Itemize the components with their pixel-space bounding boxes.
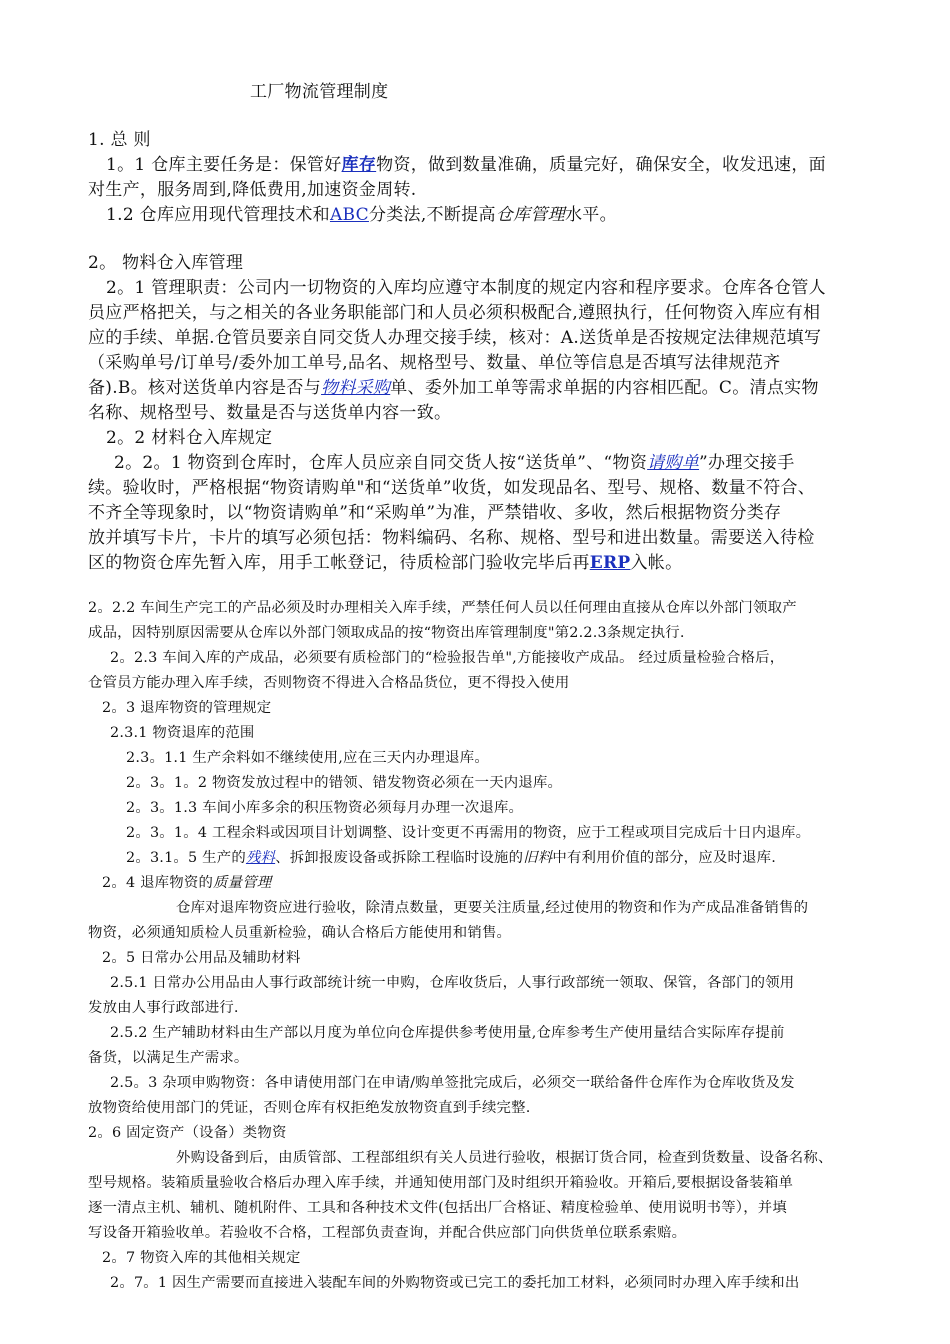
para-2-1-line-5: 备).B。核对送货单内容是否与物料采购单、委外加工单等需求单据的内容相匹配。C。清点实物 — [88, 378, 819, 398]
link-erp[interactable]: ERP — [589, 553, 631, 573]
para-1-1-line-1: 1。1 仓库主要任务是：保管好库存物资，做到数量准确，质量完好，确保安全，收发迅速，面 — [106, 155, 826, 175]
link-scrap-material[interactable]: 残料 — [245, 850, 276, 866]
heading-2-2: 2。2 材料仓入库规定 — [106, 428, 273, 448]
para-2-1-line-6: 名称、规格型号、数量是否与送货单内容一致。 — [88, 403, 452, 423]
heading-2-3-1: 2.3.1 物资退库的范围 — [110, 725, 255, 741]
para-2-1-line-1: 2。1 管理职责：公司内一切物资的入库均应遵守本制度的规定内容和程序要求。仓库各仓管人 — [106, 278, 826, 298]
para-2-2-2-line-1: 2。2.2 车间生产完工的产品必须及时办理相关入库手续，严禁任何人员以任何理由直接从仓库以外部门领取产 — [88, 600, 797, 616]
heading-2-5: 2。5 日常办公用品及辅助材料 — [102, 950, 301, 966]
para-2-1-line-2: 员应严格把关，与之相关的各业务职能部门和人员必须积极配合,遵照执行，任何物资入库应有相 — [88, 303, 821, 323]
item-2-3-1-5: 2。3.1。5 生产的残料、拆卸报废设备或拆除工程临时设施的旧料中有利用价值的部分，应及时退库. — [126, 850, 776, 866]
para-2-6-line-3: 逐一清点主机、辅机、随机附件、工具和各种技术文件(包括出厂合格证、精度检验单、使用说明书等），并填 — [88, 1200, 787, 1216]
para-2-2-3-line-2: 仓管员方能办理入库手续，否则物资不得进入合格品货位，更不得投入使用 — [88, 675, 570, 691]
doc-title: 工厂物流管理制度 — [250, 82, 389, 102]
para-1-1-line-2: 对生产，服务周到,降低费用,加速资金周转. — [88, 180, 417, 200]
para-2-4-line-2: 物资，必须通知质检人员重新检验，确认合格后方能使用和销售。 — [88, 925, 512, 941]
para-2-2-2-line-2: 成品，因特别原因需要从仓库以外部门领取成品的按“物资出库管理制度"第2.2.3条规定执行. — [88, 625, 685, 641]
heading-2-7: 2。7 物资入库的其他相关规定 — [102, 1250, 301, 1266]
para-2-2-1-line-2: 续。验收时，严格根据“物资请购单"和“送货单”收货，如发现品名、型号、规格、数量不符合、 — [88, 478, 816, 498]
para-2-2-3-line-1: 2。2.3 车间入库的产成品，必须要有质检部门的“检验报告单",方能接收产成品。 经过质量检验合格后， — [110, 650, 785, 666]
para-2-1-line-3: 应的手续、单据.仓管员要亲自同交货人办理交接手续，核对：A.送货单是否按规定法律规范填写 — [88, 328, 822, 348]
para-2-2-1-line-5: 区的物资仓库先暂入库，用手工帐登记，待质检部门验收完毕后再ERP入帐。 — [88, 553, 683, 573]
para-2-6-line-2: 型号规格。装箱质量验收合格后办理入库手续，并通知使用部门及时组织开箱验收。开箱后,要根据设备装箱单 — [88, 1175, 794, 1191]
para-2-4-line-1: 仓库对退库物资应进行验收，除清点数量，更要关注质量,经过使用的物资和作为产成品准备销售的 — [176, 900, 809, 916]
para-2-2-1-line-1: 2。2。1 物资到仓库时，仓库人员应亲自同交货人按“送货单”、“物资请购单”办理交接手 — [114, 453, 795, 473]
para-2-6-line-1: 外购设备到后，由质管部、工程部组织有关人员进行验收，根据订货合同，检查到货数量、设备名称、 — [176, 1150, 833, 1166]
item-2-3-1-3: 2。3。1.3 车间小库多余的积压物资必须每月办理一次退库。 — [126, 800, 524, 816]
item-2-3-1-4: 2。3。1。4 工程余料或因项目计划调整、设计变更不再需用的物资，应于工程或项目完成后十日内退库。 — [126, 825, 811, 841]
para-2-5-1-line-2: 发放由人事行政部进行. — [88, 1000, 239, 1016]
para-2-5-2-line-2: 备货，以满足生产需求。 — [88, 1050, 249, 1066]
link-material-purchase[interactable]: 物料采购 — [321, 378, 391, 398]
para-2-6-line-4: 写设备开箱验收单。若验收不合格，工程部负责查询，并配合供应部门向供货单位联系索赔。 — [88, 1225, 687, 1241]
para-2-5-3-line-1: 2.5。3 杂项申购物资：各申请使用部门在申请/购单签批完成后，必须交一联给备件仓库作为仓库收货及发 — [110, 1075, 795, 1091]
para-2-5-3-line-2: 放物资给使用部门的凭证，否则仓库有权拒绝发放物资直到手续完整. — [88, 1100, 531, 1116]
heading-2-4: 2。4 退库物资的质量管理 — [102, 875, 272, 891]
para-2-2-1-line-4: 放并填写卡片，卡片的填写必须包括：物料编码、名称、规格、型号和进出数量。需要送入待检 — [88, 528, 815, 548]
para-2-7-1-line-1: 2。7。1 因生产需要而直接进入装配车间的外购物资或已完工的委托加工材料，必须同时办理入库手续和出 — [110, 1275, 800, 1291]
item-2-3-1-1: 2.3。1.1 生产余料如不继续使用,应在三天内办理退库。 — [126, 750, 489, 766]
section-2-heading: 2。 物料仓入库管理 — [88, 253, 244, 273]
para-2-5-1-line-1: 2.5.1 日常办公用品由人事行政部统计统一申购，仓库收货后，人事行政部统一领取、保管，各部门的领用 — [110, 975, 795, 991]
section-1-heading: 1. 总 则 — [88, 130, 151, 150]
heading-2-3: 2。3 退库物资的管理规定 — [102, 700, 272, 716]
para-2-1-line-4: （采购单号/订单号/委外加工单号,品名、规格型号、数量、单位等信息是否填写法律规范齐 — [88, 353, 781, 373]
link-abc[interactable]: ABC — [329, 205, 369, 225]
heading-2-6: 2。6 固定资产（设备）类物资 — [88, 1125, 287, 1141]
link-inventory[interactable]: 库存 — [341, 155, 377, 175]
para-1-2: 1.2 仓库应用现代管理技术和ABC分类法,不断提高仓库管理水平。 — [106, 205, 617, 225]
para-2-5-2-line-1: 2.5.2 生产辅助材料由生产部以月度为单位向仓库提供参考使用量,仓库参考生产使用量结合实际库存提前 — [110, 1025, 785, 1041]
link-requisition[interactable]: 请购单 — [647, 453, 700, 473]
item-2-3-1-2: 2。3。1。2 物资发放过程中的错领、错发物资必须在一天内退库。 — [126, 775, 563, 791]
para-2-2-1-line-3: 不齐全等现象时，以“物资请购单”和“采购单”为准，严禁错收、多收，然后根据物资分类存 — [88, 503, 782, 523]
